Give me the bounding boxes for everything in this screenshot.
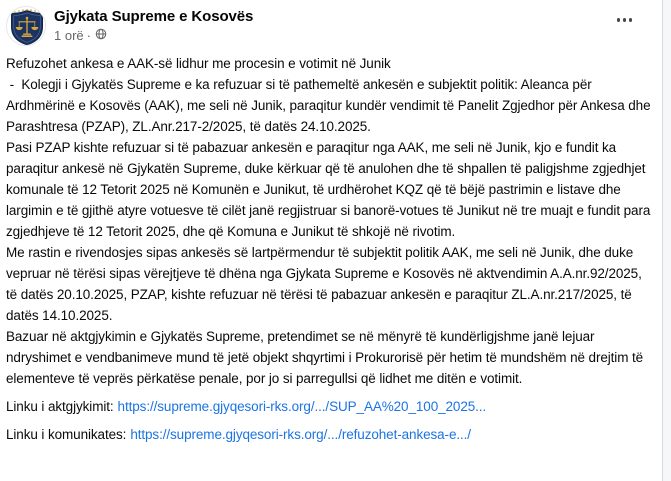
judgment-link-row	[6, 396, 654, 417]
post-meta	[54, 28, 253, 44]
globe-icon	[95, 28, 107, 44]
judgment-link-label: Linku i aktgjykimit:	[6, 399, 114, 414]
post-paragraph: Bazuar në aktgjykimin e Gjykatës Supreme, pretendimet se në mënyrë të kundërligjshme janë lejuar ndryshimet e vendbanimeve mund të jetë objekt shqyrtimi i Prokurorisë për hetim të mundshëm në drejtim të elementeve të veprës përkatëse penale, por jo si parregullsi që lidhet me ditën e votimit.	[6, 329, 647, 386]
post-paragraph: Pasi PZAP kishte refuzuar si të pabazuar ankesën e paraqitur nga AAK, me seli në Junik, kjo e fundit ka paraqitur ankesë në Gjykatën Supreme, duke kërkuar që të anulohen dhe të shpallen të paligjshme zgjedhjet komunale të 12 Tetorit 2025 në Komunën e Junikut, të urdhërohet KQZ që të bëjë pastrimin e listave dhe largimin e të gjithë atyre votuesve të cilët janë regjistruar si banorë-votues të Junikut në tre muajt e fundit para zgjedhjeve të 12 Tetorit 2025, dhe që Komuna e Junikut të shkojë në rivotim.	[6, 140, 654, 239]
press-release-link-row	[6, 424, 654, 445]
court-emblem-icon	[7, 7, 46, 46]
post-body	[0, 53, 662, 445]
post-headline: Refuzohet ankesa e AAK-së lidhur me procesin e votimit në Junik	[6, 56, 391, 71]
dot-icon	[617, 18, 621, 22]
dot-icon	[623, 18, 627, 22]
header-text	[54, 6, 253, 44]
dot-icon	[629, 18, 633, 22]
timestamp[interactable]: 1 orë	[54, 28, 84, 43]
more-options-button[interactable]	[611, 12, 639, 28]
page-name-link[interactable]: Gjykata Supreme e Kosovës	[54, 8, 254, 25]
post-paragraph: - Kolegji i Gjykatës Supreme e ka refuzuar si të pathemeltë ankesën e subjektit politik: Aleanca për Ardhmërinë e Kosovës (AAK), me seli në Junik, paraqitur kundër vendimit të Panelit Zgjedhor për Ankesa dhe Parashtresa (PZAP), ZL.Anr.217-2/2025, të datës 24.10.2025.	[6, 77, 655, 134]
judgment-link[interactable]: https://supreme.gjyqesori-rks.org/.../SUP_AA%20_100_2025...	[117, 399, 487, 414]
press-release-link-label: Linku i komunikates:	[6, 427, 127, 442]
post-header	[0, 0, 662, 46]
press-release-link[interactable]: https://supreme.gjyqesori-rks.org/.../refuzohet-ankesa-e.../	[130, 427, 471, 442]
post-paragraph: Me rastin e rivendosjes sipas ankesës së lartpërmendur të subjektit politik AAK, me seli në Junik, dhe duke vepruar në tërësi sipas vërejtjeve të dhëna nga Gjykata Supreme e Kosovës në aktvendimin A.A.nr.92/2025, të datës 20.10.2025, PZAP, kishte refuzuar në tërësi të pabazuar ankesën e paraqitur ZL.A.nr.217/2025, të datës 14.10.2025.	[6, 245, 646, 323]
page-avatar[interactable]	[6, 6, 46, 46]
meta-separator: ·	[86, 28, 91, 43]
